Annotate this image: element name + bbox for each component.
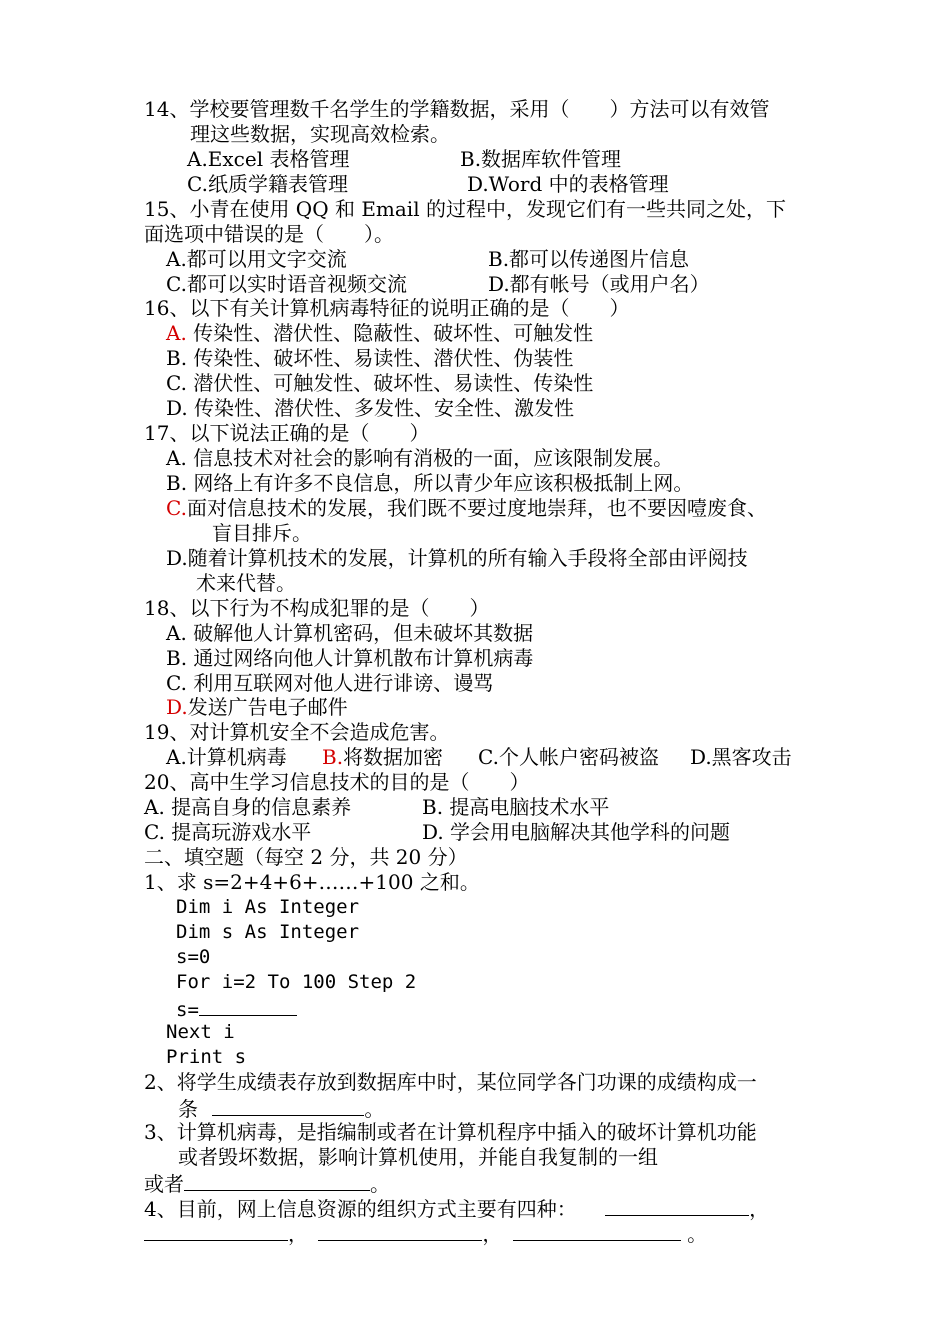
q16-option-c: C. 潜伏性、可触发性、破坏性、易读性、传染性 [166,371,594,395]
q16-answer-letter: A. [166,321,187,345]
f2-text: 条 [178,1097,198,1121]
q17-answer-letter: C. [166,496,187,520]
f4-sep: ， [288,1222,308,1246]
q20-option-d: D. 学会用电脑解决其他学科的问题 [422,820,731,844]
q20-stem: 20、高中生学习信息技术的目的是（ ） [144,770,530,794]
q16-stem: 16、以下有关计算机病毒特征的说明正确的是（ ） [144,296,630,320]
f4-sep: ， [749,1197,770,1221]
q14-stem-cont: 理这些数据，实现高效检索。 [190,122,450,146]
q15-option-b: B.都可以传递图片信息 [488,247,690,271]
f4-stem-cont [144,1220,707,1246]
q19-option-b-text: 将数据加密 [343,745,444,769]
f3-stem-cont2 [144,1170,390,1196]
f2-end: 。 [364,1097,385,1121]
q15-stem-cont: 面选项中错误的是（ ）。 [144,222,394,246]
f1-code-line: s=0 [176,946,211,968]
f3-end: 。 [370,1172,390,1196]
f4-text: 4、目前，网上信息资源的组织方式主要有四种： [144,1197,577,1221]
f4-answer-blank-1[interactable] [605,1195,749,1216]
f3-answer-blank[interactable] [184,1170,370,1191]
q17-option-c [166,496,767,520]
q19-option-a: A.计算机病毒 [166,745,287,769]
q20-option-a: A. 提高自身的信息素养 [144,795,352,819]
f3-text: 或者 [144,1172,184,1196]
q19-option-d: D.黑客攻击 [690,745,792,769]
q14-option-a: A.Excel 表格管理 [187,147,350,171]
q19-option-c: C.个人帐户密码被盗 [478,745,659,769]
f1-code-line: Dim s As Integer [176,921,360,943]
q14-stem: 14、学校要管理数千名学生的学籍数据，采用（ ）方法可以有效管 [144,97,770,121]
q14-option-c: C.纸质学籍表管理 [187,172,348,196]
q16-option-a-text: 传染性、潜伏性、隐蔽性、破坏性、可触发性 [193,321,594,345]
q15-stem: 15、小青在使用 QQ 和 Email 的过程中，发现它们有一些共同之处，下 [144,197,786,221]
q18-stem: 18、以下行为不构成犯罪的是（ ） [144,596,490,620]
q15-option-c: C.都可以实时语音视频交流 [166,272,407,296]
f4-sep: ， [482,1222,503,1246]
q16-option-b: B. 传染性、破坏性、易读性、潜伏性、伪装性 [166,346,574,370]
f4-answer-blank-3[interactable] [318,1220,482,1241]
q18-option-a: A. 破解他人计算机密码，但未破坏其数据 [166,621,534,645]
f3-stem: 3、计算机病毒，是指编制或者在计算机程序中插入的破坏计算机功能 [144,1120,757,1144]
f2-stem-cont [178,1095,384,1121]
q14-option-d: D.Word 中的表格管理 [467,172,669,196]
f1-code-line: Print s [166,1046,247,1068]
q18-answer-letter: D. [166,695,188,719]
q19-option-b [322,745,443,769]
f1-stem: 1、求 s=2+4+6+……+100 之和。 [144,870,480,894]
q17-option-d-cont: 术来代替。 [196,571,296,595]
q18-option-c: C. 利用互联网对他人进行诽谤、谩骂 [166,671,494,695]
q16-option-d: D. 传染性、潜伏性、多发性、安全性、激发性 [166,396,575,420]
q17-option-a: A. 信息技术对社会的影响有消极的一面，应该限制发展。 [166,446,674,470]
q16-option-a [166,321,593,345]
f4-stem [144,1195,769,1221]
f4-answer-blank-2[interactable] [144,1220,288,1241]
q19-stem: 19、对计算机安全不会造成危害。 [144,720,450,744]
q19-answer-letter: B. [322,745,344,769]
f1-answer-blank[interactable] [199,995,297,1016]
q18-option-b: B. 通过网络向他人计算机散布计算机病毒 [166,646,534,670]
q18-option-d [166,695,348,719]
q17-option-c-text: 面对信息技术的发展，我们既不要过度地崇拜，也不要因噎废食、 [186,496,767,520]
q14-option-b: B.数据库软件管理 [460,147,622,171]
f1-code-line: Next i [166,1021,235,1043]
f1-code-line: Dim i As Integer [176,896,360,918]
q20-option-c: C. 提高玩游戏水平 [144,820,312,844]
q17-stem: 17、以下说法正确的是（ ） [144,421,430,445]
q17-option-c-cont: 盲目排斥。 [212,521,312,545]
f4-end: 。 [687,1222,708,1246]
f3-stem-cont: 或者毁坏数据，影响计算机使用，并能自我复制的一组 [178,1145,658,1169]
f4-answer-blank-4[interactable] [513,1220,681,1241]
q17-option-d: D.随着计算机技术的发展，计算机的所有输入手段将全部由评阅技 [166,546,748,570]
q15-option-a: A.都可以用文字交流 [166,247,347,271]
q17-option-b: B. 网络上有许多不良信息，所以青少年应该积极抵制上网。 [166,471,694,495]
q15-option-d: D.都有帐号（或用户名） [488,272,710,296]
f1-code-line [176,995,297,1022]
f1-code-line: For i=2 To 100 Step 2 [176,971,417,993]
q18-option-d-text: 发送广告电子邮件 [187,695,348,719]
f2-stem: 2、将学生成绩表存放到数据库中时，某位同学各门功课的成绩构成一 [144,1070,757,1094]
section-title-fill-in: 二、填空题（每空 2 分，共 20 分） [144,845,468,869]
f1-code-assign: s= [176,999,199,1021]
q20-option-b: B. 提高电脑技术水平 [422,795,610,819]
f2-answer-blank[interactable] [212,1095,364,1116]
